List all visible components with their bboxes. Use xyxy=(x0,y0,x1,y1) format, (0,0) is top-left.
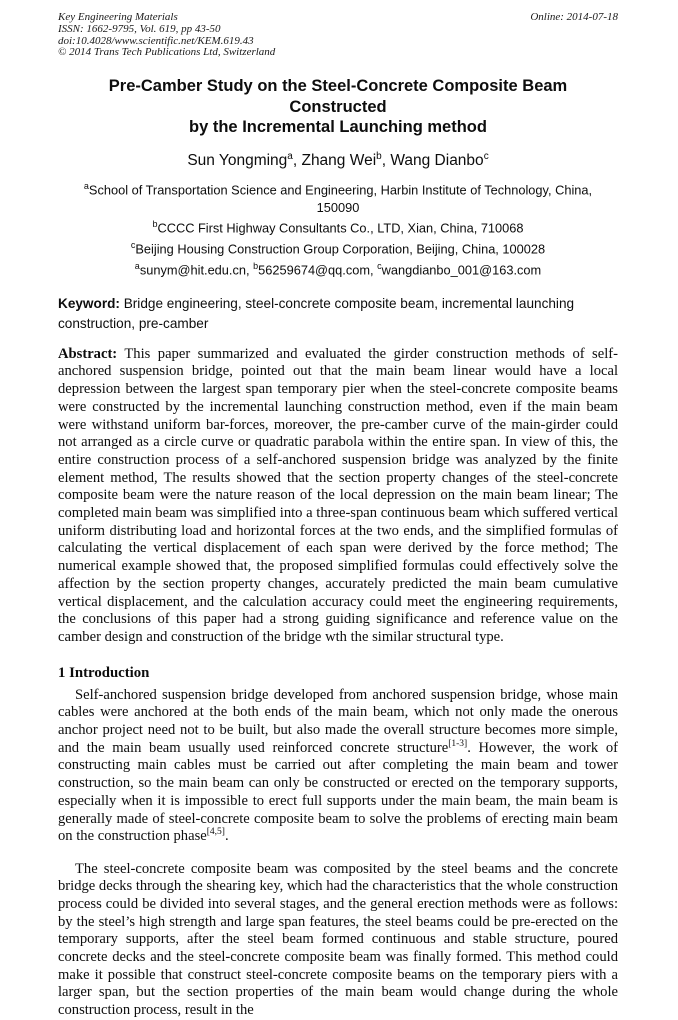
paper-title xyxy=(58,76,618,138)
affiliation-line-1: $^a$School of Transportation Science and Engineering, Harbin Institute of Technology, China, xyxy=(83,180,593,198)
section-heading-introduction: 1 Introduction xyxy=(58,664,150,681)
copyright-line: © 2014 Trans Tech Publications Ltd, Switzerland xyxy=(58,46,276,59)
author-emails-line: $^a$sunym@hit.edu.cn, $^b$56259674@qq.com, $^c$wangdianbo_001@163.com xyxy=(134,261,542,278)
abstract-paragraph: Abstract: This paper summarized and evaluated the girder construction methods of self-anchored suspension bridge, pointed out that the main beam linear would have a local depression between the largest span temporary pier when the steel-concrete composite beams were constructed by the incremental launching construction method, even if the main beam were withstand uniform bar-forces, moreover, the pre-camber curve of the main-girder could not arranged as a circle curve or quadratic parabola within the entire span. In view of this, the entire construction process of a self-anchored suspension bridge was analyzed by the finite element method, The results showed that the section property changes of the steel-concrete composite beam were the nature reason of the local depression on the main beam linear; The completed main beam was simplified into a three-span continuous beam which suffered vertical uniform distributing load and horizontal forces at the two ends, and the simplified formulas of calculating the vertical displacement of each span were derived by the force method; The numerical example showed that, the proposed simplified formulas could effectively solve the affection by the section property changes, accurately predicted the main beam cumulative vertical displacement, and the calculation accuracy could meet the engineering requirements, the conclusions of this paper had a strong guiding significance and reference value on the camber design and construction of the bridge wth the similar structural type. xyxy=(58,345,618,645)
affiliation-line-2: 150090 xyxy=(316,199,360,215)
journal-header xyxy=(58,12,618,59)
paper-title-line-1: Pre-Camber Study on the Steel-Concrete Composite Beam Constructed xyxy=(108,77,568,116)
affiliation-line-4: $^c$Beijing Housing Construction Group Corporation, Beijing, China, 100028 xyxy=(130,240,546,257)
keyword-line: Keyword: Bridge engineering, steel-concrete composite beam, incremental launching construction, pre-camber xyxy=(58,295,575,332)
journal-name: Key Engineering Materials xyxy=(58,11,178,23)
issn-line: ISSN: 1662-9795, Vol. 619, pp 43-50 xyxy=(58,22,221,35)
authors-line: Sun Yongming$^a$, Zhang Wei$^b$, Wang Dianbo$^c$ xyxy=(187,150,489,169)
affiliation-line-3: $^b$CCCC First Highway Consultants Co., LTD, Xian, China, 710068 xyxy=(152,219,524,236)
paper-title-line-2: by the Incremental Launching method xyxy=(189,118,487,137)
doi-line: doi:10.4028/www.scientific.net/KEM.619.43 xyxy=(58,34,254,47)
intro-paragraph-2: The steel-concrete composite beam was composited by the steel beams and the concrete bridge decks through the shearing key, which had the characteristics that the whole construction process could be divided into several stages, and the general erection methods were as follows: by the steel’s high strength and large span features, the steel beams could be pre-erected on the temporary supports, after the steel beam formed continuous and stable structure, poured concrete decks and the steel-concrete composite beam was finally formed. This method could make it possible that construct steel-concrete composite beams on the temporary piers with a larger span, but the section properties of the main beam would change during the whole construction process, result in the xyxy=(58,860,618,1019)
affiliations-block xyxy=(58,178,618,279)
online-date: Online: 2014-07-18 xyxy=(530,11,618,23)
intro-paragraph-1: Self-anchored suspension bridge developed from anchored suspension bridge, whose main cables were anchored at the both ends of the main beam, which not only made the onerous anchor project need not to be built, but also made the overall structure becomes more simple, and the main beam usually used reinforced concrete structure[1-3]. However, the work of constructing main cables must be carried out after completing the main beam and tower construction, so the main beam can only be constructed or erected on the temporary supports, especially when it is impossible to erect full supports under the main beam, the main beam is generally made of steel-concrete composite beam to solve the problems of erecting main beam on the construction phase[4,5]. xyxy=(58,686,618,845)
journal-header-left xyxy=(58,12,275,59)
